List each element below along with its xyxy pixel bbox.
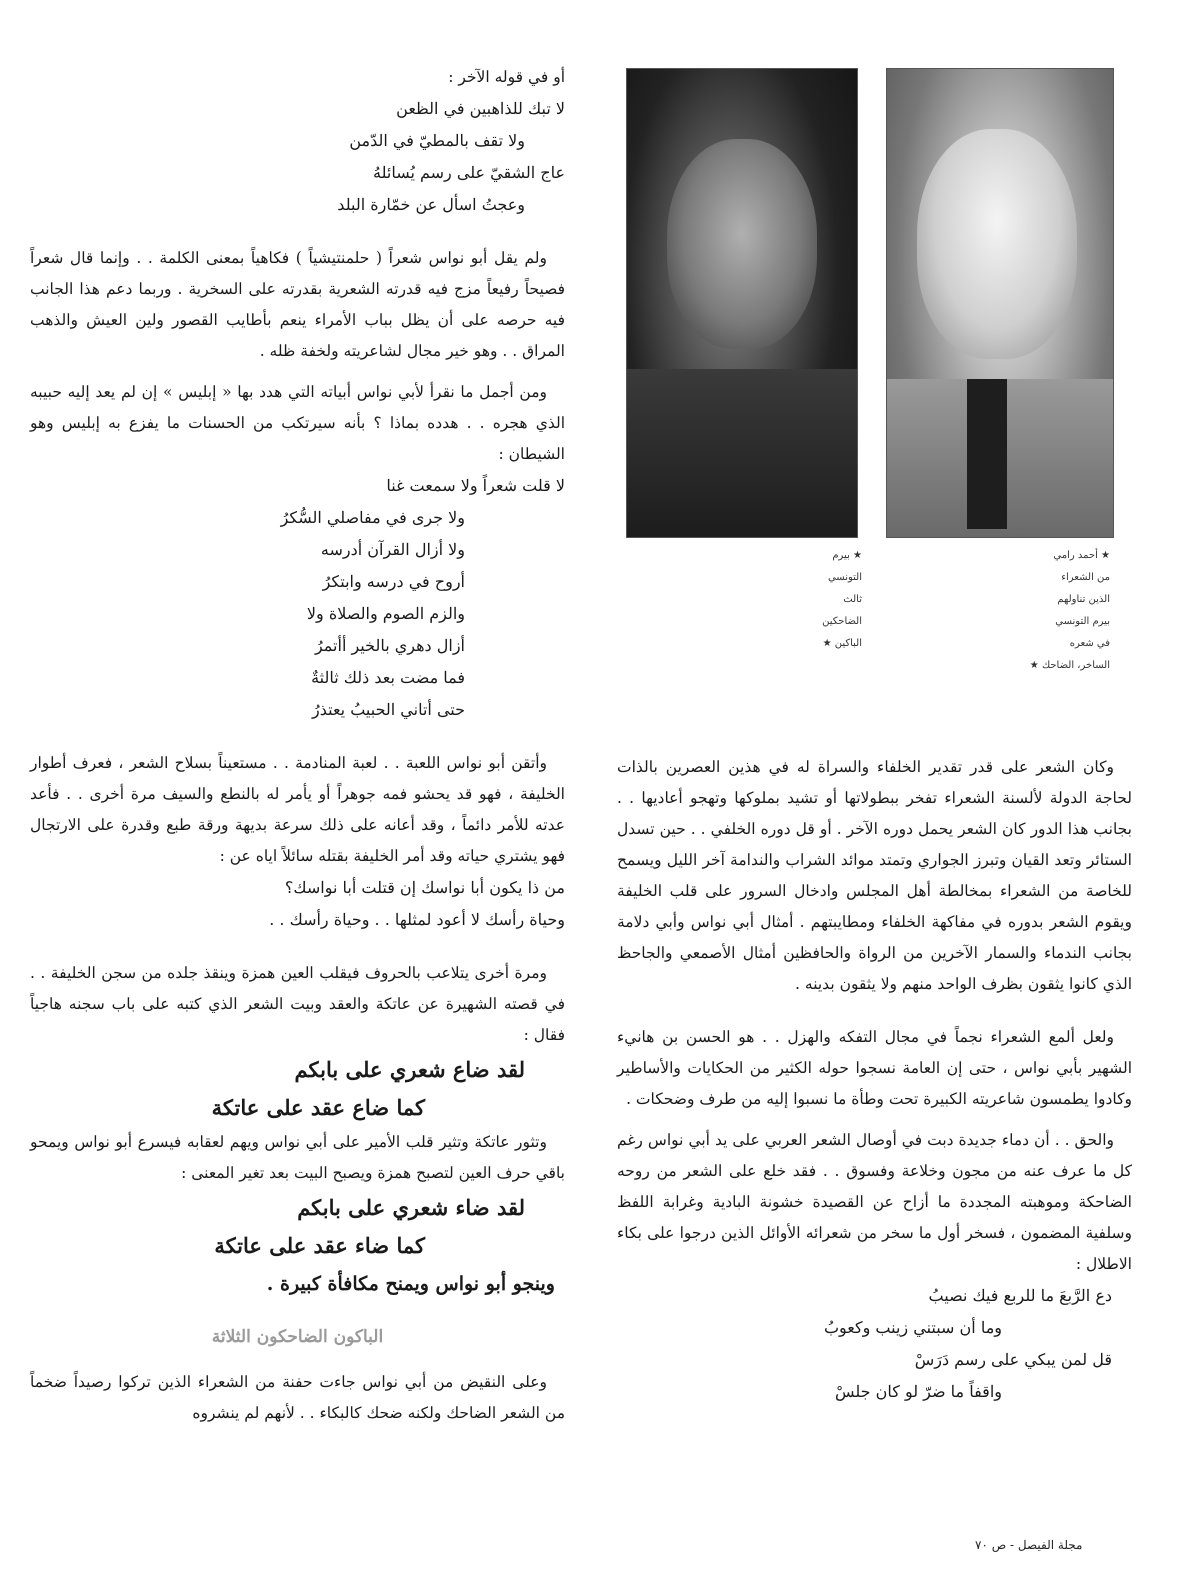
- portrait-suit: [627, 369, 857, 538]
- paragraph: وتثور عاتكة وتثير قلب الأمير على أبي نواس ويهم لعقابه فيسرع أبو نواس ويمحو باقي حرف العين لتصبح همزة ويصبح البيت بعد تغير المعنى :: [30, 1133, 565, 1182]
- verse-line: لا قلت شعراً ولا سمعت غنا: [386, 476, 565, 495]
- paragraph: ولعل ألمع الشعراء نجماً في مجال التفكه والهزل . . هو الحسن بن هانيء الشهير بأبي نواس ، حتى إن العامة نسجوا حوله الكثير من الحكايات والأساطير وكادوا يطمسون شاعريته الكبيرة تحت وطأة ما نسبوا إليه من طرف وضحكات .: [617, 1028, 1132, 1108]
- verse-line: وما أن سبتني زينب وكعوبُ: [823, 1318, 1002, 1337]
- verse-line: واقفاً ما ضرّ لو كان جلسْ: [834, 1382, 1002, 1401]
- verse-line: ولا أزال القرآن أدرسه: [320, 540, 465, 559]
- verse-line: أروح في درسه وابتكرُ: [322, 572, 465, 591]
- paragraph: وأتقن أبو نواس اللعبة . . لعبة المنادمة . . مستعيناً بسلاح الشعر ، فعرف أطوار الخليفة ، فهو قد يحشو فمه جوهراً أو يأمر له بالنطع والسيف مرة أخرى . . فأعد عدته للأمر دائماً ، وقد أعانه على ذلك سرعة بديهة ورقة طبع وقدرة على الارتجال فهو يشتري حياته وقد أمر الخليفة بقتله سائلاً اياه عن :: [30, 754, 565, 865]
- photo-caption-left: ★ بيرم التونسي ثالث الضاحكين الباكين ★: [822, 550, 862, 649]
- page-footer: مجلة الفيصل - ص ٧٠: [975, 1538, 1083, 1552]
- verse-bold: لقد ضاع شعري على بابكم: [294, 1057, 525, 1082]
- verse-line: عاج الشقيّ على رسم يُسائلهُ: [372, 163, 565, 182]
- verse-line: وحياة رأسك لا أعود لمثلها . . وحياة رأسك . .: [269, 910, 565, 929]
- portrait-face: [917, 129, 1077, 359]
- paragraph: وعلى النقيض من أبي نواس جاءت حفنة من الشعراء الذين تركوا رصيداً ضخماً من الشعر الضاحك ولكنه ضحك كالبكاء . . لأنهم لم ينشروه: [30, 1373, 565, 1422]
- paragraph: والحق . . أن دماء جديدة دبت في أوصال الشعر العربي على يد أبي نواس رغم كل ما عرف عنه من مجون وخلاعة وفسوق . . فقد خلع على الشعر من روحه الضاحكة وموهبته المجددة ما أزاح عن القصيدة خشونة البادية وغرابة اللفظ وسلفية المضمون ، فسخر أول ما سخر من شعرائه الأوائل الذين درجوا على بكاء الاطلال :: [617, 1131, 1132, 1273]
- portrait-face: [667, 139, 817, 349]
- portrait-tie: [967, 379, 1007, 529]
- article-column-left: [30, 62, 565, 1439]
- verse-line: حتى أتاني الحبيبُ يعتذرُ: [311, 700, 465, 719]
- paragraph: وكان الشعر على قدر تقدير الخلفاء والسراة له في هذين العصرين بالذات لحاجة الدولة لألسنة الشعراء تفخر ببطولاتها أو تشيد بملوكها وتهجو أعاديها . . بجانب هذا الدور كان الشعر يحمل دوره الآخر . أو قل دوره الخلفي . . حين تسدل الستائر وتعد القيان وتبرز الجواري وتمتد موائد الشراب والندامة آخر الليل ويسمح للخاصة من الشعراء بمخالطة أهل المجلس وادخال السرور على قلب الخليفة ويقوم الشعر بدوره في مفاكهة الخلفاء ومطايبتهم . أمثال أبي نواس وأبي دلامة بجانب الندماء والسمار الآخرين من الرواة والحافظين أمثال الأصمعي والجاحظ الذي كانوا يثقون بظرف الواحد منهم ولا يثقون بدينه .: [617, 758, 1132, 993]
- verse-line: والزم الصوم والصلاة ولا: [306, 604, 465, 623]
- verse-line: من ذا يكون أبا نواسك إن قتلت أبا نواسك؟: [284, 878, 565, 897]
- portrait-photo-rami: [886, 68, 1114, 538]
- verse-line: ولا جرى في مفاصلي السُّكرُ: [280, 508, 465, 527]
- photo-caption-right: ★ أحمد رامي من الشعراء الذين تناولهم بيرم التونسي في شعره الساخر، الضاحك ★: [1029, 550, 1110, 671]
- verse-bold: كما ضاع عقد على عاتكة: [211, 1095, 425, 1120]
- paragraph: ومن أجمل ما نقرأ لأبي نواس أبياته التي هدد بها « إبليس » إن لم يعد إليه حبيبه الذي هجره . . هدده بماذا ؟ بأنه سيرتكب من الحسنات ما يفزع به إبليس وهو الشيطان :: [30, 383, 565, 463]
- verse-line: ولا تقف بالمطيّ في الدّمن: [349, 131, 525, 150]
- paragraph: ولم يقل أبو نواس شعراً ( حلمنتيشياً ) فكاهياً بمعنى الكلمة . . وإنما قال شعراً فصيحاً رفيعاً مزج فيه قدرته الشعرية بقدرته على السخرية . وربما دعم هذا الجانب فيه حرصه على أن يظل بباب الأمراء ينعم بأطايب القصور ولين العيش والذهب المراق . . وهو خير مجال لشاعريته ولخفة ظله .: [30, 249, 565, 360]
- verse-line: دع الرَّبعَ ما للربع فيك نصيبُ: [928, 1286, 1112, 1305]
- verse-bold: لقد ضاء شعري على بابكم: [297, 1195, 525, 1220]
- verse-bold: كما ضاء عقد على عاتكة: [214, 1233, 425, 1258]
- section-subheading: الباكون الضاحكون الثلاثة: [211, 1327, 384, 1347]
- verse-intro: أو في قوله الآخر :: [448, 68, 565, 86]
- verse-line: أزال دهري بالخير أأتمرُ: [314, 636, 465, 655]
- verse-line: وعجتُ اسأل عن خمّارة البلد: [337, 195, 525, 214]
- verse-line: لا تبك للذاهبين في الظعن: [396, 99, 565, 118]
- verse-line: قل لمن يبكي على رسم دَرَسْ: [914, 1350, 1112, 1369]
- verse-line: فما مضت بعد ذلك ثالثةٌ: [311, 668, 465, 687]
- paragraph: ومرة أخرى يتلاعب بالحروف فيقلب العين همزة وينقذ جلده من سجن الخليفة . . في قصته الشهيرة عن عاتكة والعقد وبيت الشعر الذي كتبه على باب سجنه هاجياً فقال :: [30, 964, 565, 1044]
- article-column-right: [617, 752, 1132, 1408]
- portrait-photo-bayram: [626, 68, 858, 538]
- closing-line: وينجو أبو نواس ويمنح مكافأة كبيرة .: [266, 1273, 555, 1295]
